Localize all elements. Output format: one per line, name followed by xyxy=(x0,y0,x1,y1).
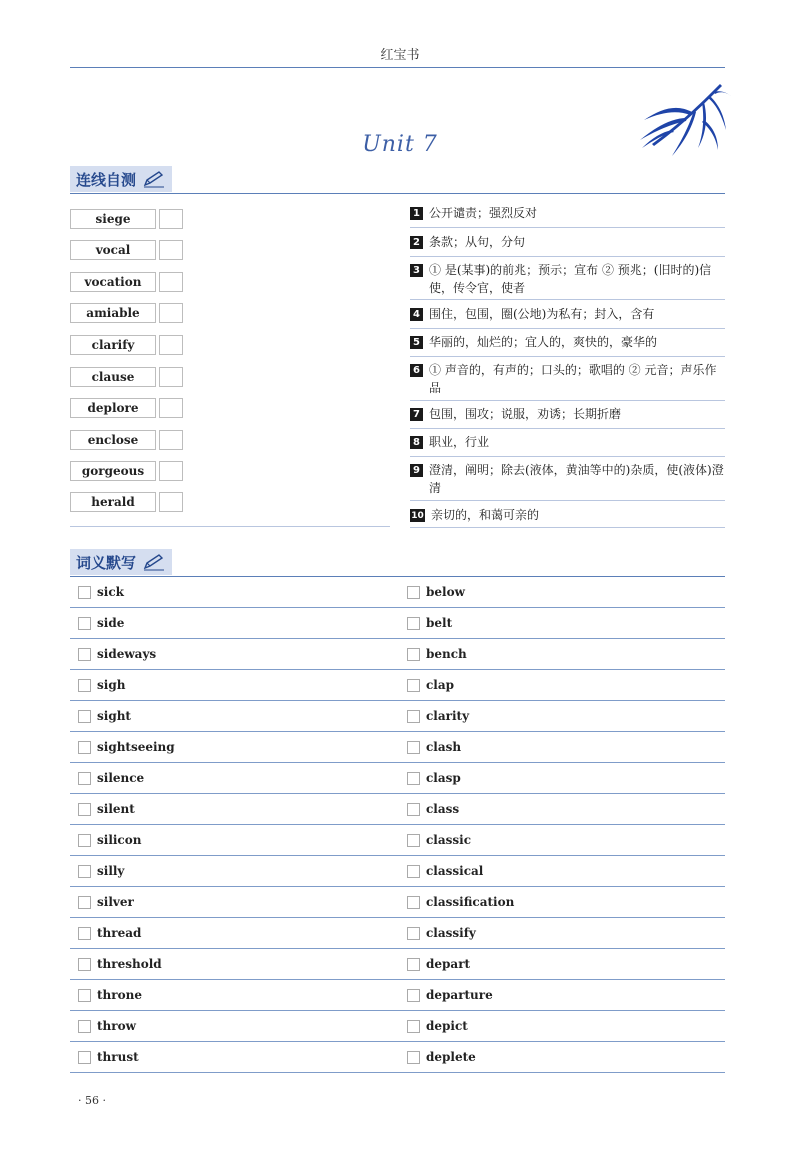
dictation-word: classification xyxy=(426,895,515,909)
checkbox[interactable] xyxy=(407,648,420,661)
definition-text: ① 是(某事)的前兆；预示；宣布 ② 预兆；(旧时的)信使，传令官，使者 xyxy=(429,263,712,295)
dictation-item xyxy=(78,949,162,979)
pencil-icon xyxy=(142,170,166,188)
pencil-icon xyxy=(142,553,166,571)
checkbox[interactable] xyxy=(407,834,420,847)
dictation-item xyxy=(407,887,514,917)
definition-number: 4 xyxy=(410,308,423,321)
definition-divider xyxy=(410,256,725,257)
match-word-row xyxy=(70,461,183,481)
dictation-word: class xyxy=(426,802,460,816)
definition-row xyxy=(410,333,725,351)
dictation-word: sick xyxy=(97,585,124,599)
dictation-word: clap xyxy=(426,678,455,692)
checkbox[interactable] xyxy=(407,1020,420,1033)
checkbox[interactable] xyxy=(78,989,91,1002)
definition-row xyxy=(410,361,725,397)
dictation-row xyxy=(70,1011,725,1042)
checkbox[interactable] xyxy=(407,989,420,1002)
dictation-word: sigh xyxy=(97,678,126,692)
definition-row xyxy=(410,204,725,222)
definition-text: 职业，行业 xyxy=(429,435,490,449)
answer-box[interactable] xyxy=(159,461,183,481)
definition-text: 条款；从句，分句 xyxy=(429,235,526,249)
definition-divider xyxy=(410,500,725,501)
checkbox[interactable] xyxy=(407,1051,420,1064)
answer-box[interactable] xyxy=(159,209,183,229)
dictation-word: depict xyxy=(426,1019,468,1033)
checkbox[interactable] xyxy=(407,617,420,630)
checkbox[interactable] xyxy=(407,896,420,909)
definition-divider xyxy=(410,527,725,528)
dictation-item xyxy=(407,856,483,886)
match-section-title: 连线自测 xyxy=(76,170,137,189)
dictation-word: clarity xyxy=(426,709,470,723)
definition-number: 3 xyxy=(410,264,423,277)
dictation-item xyxy=(78,608,124,638)
dictation-word: depart xyxy=(426,957,471,971)
definition-number: 1 xyxy=(410,207,423,220)
definition-number: 9 xyxy=(410,464,423,477)
match-word: clarify xyxy=(70,335,156,355)
definition-text: ① 声音的，有声的；口头的；歌唱的 ② 元音；声乐作品 xyxy=(429,363,717,395)
dictation-row xyxy=(70,701,725,732)
match-word: enclose xyxy=(70,430,156,450)
definition-divider xyxy=(410,356,725,357)
dictation-word: bench xyxy=(426,647,467,661)
dictation-word: throw xyxy=(97,1019,136,1033)
checkbox[interactable] xyxy=(407,803,420,816)
dictation-row xyxy=(70,577,725,608)
checkbox[interactable] xyxy=(78,834,91,847)
checkbox[interactable] xyxy=(78,679,91,692)
dictation-word: side xyxy=(97,616,125,630)
checkbox[interactable] xyxy=(78,586,91,599)
match-word-row xyxy=(70,272,183,292)
definition-number: 7 xyxy=(410,408,423,421)
dictation-row xyxy=(70,732,725,763)
definition-divider xyxy=(410,299,725,300)
definition-text: 澄清，阐明；除去(液体，黄油等中的)杂质，使(液体)澄清 xyxy=(429,463,724,495)
definition-row xyxy=(410,233,725,251)
definition-text: 包围，围攻；说服，劝诱；长期折磨 xyxy=(429,407,622,421)
dictation-item xyxy=(78,701,131,731)
definition-divider xyxy=(410,456,725,457)
definition-text: 华丽的，灿烂的；宜人的，爽快的，豪华的 xyxy=(429,335,658,349)
answer-box[interactable] xyxy=(159,240,183,260)
dictation-item xyxy=(407,794,459,824)
definition-row xyxy=(410,506,725,524)
dictation-item xyxy=(78,887,134,917)
dictation-item xyxy=(78,1011,136,1041)
dictation-item xyxy=(407,701,469,731)
checkbox[interactable] xyxy=(407,586,420,599)
dictation-word: threshold xyxy=(97,957,162,971)
unit-title: Unit 7 xyxy=(362,132,438,157)
page-number: · 56 · xyxy=(78,1094,106,1107)
dictation-row xyxy=(70,825,725,856)
definition-row xyxy=(410,405,725,423)
dictation-item xyxy=(407,639,467,669)
match-word-row xyxy=(70,367,183,387)
match-word-row xyxy=(70,209,183,229)
definition-divider xyxy=(410,428,725,429)
definition-row xyxy=(410,433,725,451)
dictation-row xyxy=(70,639,725,670)
definition-number: 8 xyxy=(410,436,423,449)
match-word-row xyxy=(70,240,183,260)
definition-text: 围住，包围，圈(公地)为私有；封入，含有 xyxy=(429,307,655,321)
checkbox[interactable] xyxy=(407,927,420,940)
header-rule xyxy=(70,67,725,68)
dictation-item xyxy=(407,949,470,979)
dictation-item xyxy=(407,980,493,1010)
dictation-word: thrust xyxy=(97,1050,139,1064)
answer-box[interactable] xyxy=(159,430,183,450)
match-left-rule xyxy=(70,526,390,527)
match-word: gorgeous xyxy=(70,461,156,481)
dictation-word: deplete xyxy=(426,1050,476,1064)
match-section-tab xyxy=(70,166,172,192)
answer-box[interactable] xyxy=(159,335,183,355)
dictation-row xyxy=(70,763,725,794)
checkbox[interactable] xyxy=(78,896,91,909)
match-word-row xyxy=(70,398,183,418)
dictation-row xyxy=(70,949,725,980)
checkbox[interactable] xyxy=(78,1020,91,1033)
row-rule xyxy=(70,1072,725,1073)
match-word: vocal xyxy=(70,240,156,260)
dictation-word: classify xyxy=(426,926,476,940)
match-section-rule xyxy=(70,193,725,194)
match-word-row xyxy=(70,492,183,512)
answer-box[interactable] xyxy=(159,367,183,387)
match-word: siege xyxy=(70,209,156,229)
definition-number: 10 xyxy=(411,510,424,521)
dictation-item xyxy=(78,980,142,1010)
match-word: herald xyxy=(70,492,156,512)
definition-divider xyxy=(410,227,725,228)
dictation-item xyxy=(407,825,471,855)
checkbox[interactable] xyxy=(78,741,91,754)
dictation-word: silicon xyxy=(97,833,142,847)
definition-row xyxy=(410,461,725,497)
dictation-section-header xyxy=(70,549,725,575)
checkbox[interactable] xyxy=(407,865,420,878)
match-word-row xyxy=(70,430,183,450)
dictation-word: clash xyxy=(426,740,462,754)
dictation-section-title: 词义默写 xyxy=(76,553,137,572)
dictation-item xyxy=(407,577,465,607)
definition-row xyxy=(410,261,725,297)
definition-divider xyxy=(410,328,725,329)
dictation-item xyxy=(78,825,141,855)
definition-number: 6 xyxy=(410,364,423,377)
dictation-word: silver xyxy=(97,895,134,909)
checkbox[interactable] xyxy=(78,927,91,940)
dictation-item xyxy=(78,763,144,793)
dictation-row xyxy=(70,918,725,949)
match-word-row xyxy=(70,303,183,323)
dictation-word: departure xyxy=(426,988,493,1002)
dictation-item xyxy=(78,670,125,700)
dictation-item xyxy=(78,639,156,669)
dictation-item xyxy=(78,577,124,607)
match-word: deplore xyxy=(70,398,156,418)
checkbox[interactable] xyxy=(78,648,91,661)
dictation-item xyxy=(78,856,124,886)
match-word: clause xyxy=(70,367,156,387)
match-word: amiable xyxy=(70,303,156,323)
dictation-word: sideways xyxy=(97,647,157,661)
dictation-item xyxy=(407,918,476,948)
dictation-item xyxy=(78,732,175,762)
answer-box[interactable] xyxy=(159,272,183,292)
dictation-row xyxy=(70,980,725,1011)
checkbox[interactable] xyxy=(407,772,420,785)
dictation-row xyxy=(70,794,725,825)
answer-box[interactable] xyxy=(159,303,183,323)
checkbox[interactable] xyxy=(78,803,91,816)
dictation-word: belt xyxy=(426,616,453,630)
dictation-item xyxy=(78,918,141,948)
dictation-item xyxy=(407,763,461,793)
dictation-word: clasp xyxy=(426,771,461,785)
checkbox[interactable] xyxy=(78,617,91,630)
checkbox[interactable] xyxy=(78,958,91,971)
dictation-word: classic xyxy=(426,833,472,847)
dictation-row xyxy=(70,608,725,639)
dictation-word: silent xyxy=(97,802,135,816)
dictation-word: sightseeing xyxy=(97,740,175,754)
dictation-item xyxy=(78,794,135,824)
checkbox[interactable] xyxy=(78,865,91,878)
dictation-word: throne xyxy=(97,988,142,1002)
dictation-word: sight xyxy=(97,709,131,723)
dictation-item xyxy=(78,1042,139,1072)
dictation-item xyxy=(407,608,452,638)
definition-text: 公开谴责；强烈反对 xyxy=(429,206,538,220)
definition-text: 亲切的，和蔼可亲的 xyxy=(431,508,540,522)
dictation-row xyxy=(70,887,725,918)
checkbox[interactable] xyxy=(407,958,420,971)
checkbox[interactable] xyxy=(78,710,91,723)
dictation-word: below xyxy=(426,585,465,599)
checkbox[interactable] xyxy=(78,772,91,785)
answer-box[interactable] xyxy=(159,492,183,512)
dictation-word: thread xyxy=(97,926,142,940)
definition-divider xyxy=(410,400,725,401)
dictation-word: silence xyxy=(97,771,145,785)
dictation-word: silly xyxy=(97,864,125,878)
dictation-item xyxy=(407,1011,468,1041)
definition-row xyxy=(410,305,725,323)
dictation-word: classical xyxy=(426,864,484,878)
dictation-item xyxy=(407,732,461,762)
dictation-row xyxy=(70,856,725,887)
match-word: vocation xyxy=(70,272,156,292)
checkbox[interactable] xyxy=(407,741,420,754)
answer-box[interactable] xyxy=(159,398,183,418)
book-title: 红宝书 xyxy=(380,48,420,63)
dictation-row xyxy=(70,670,725,701)
match-word-row xyxy=(70,335,183,355)
dictation-section-tab xyxy=(70,549,172,575)
definition-number: 2 xyxy=(410,236,423,249)
dictation-row xyxy=(70,1042,725,1073)
checkbox[interactable] xyxy=(407,710,420,723)
match-section-header xyxy=(70,166,725,192)
dictation-item xyxy=(407,1042,476,1072)
definition-number: 5 xyxy=(410,336,423,349)
dictation-item xyxy=(407,670,454,700)
checkbox[interactable] xyxy=(78,1051,91,1064)
checkbox[interactable] xyxy=(407,679,420,692)
